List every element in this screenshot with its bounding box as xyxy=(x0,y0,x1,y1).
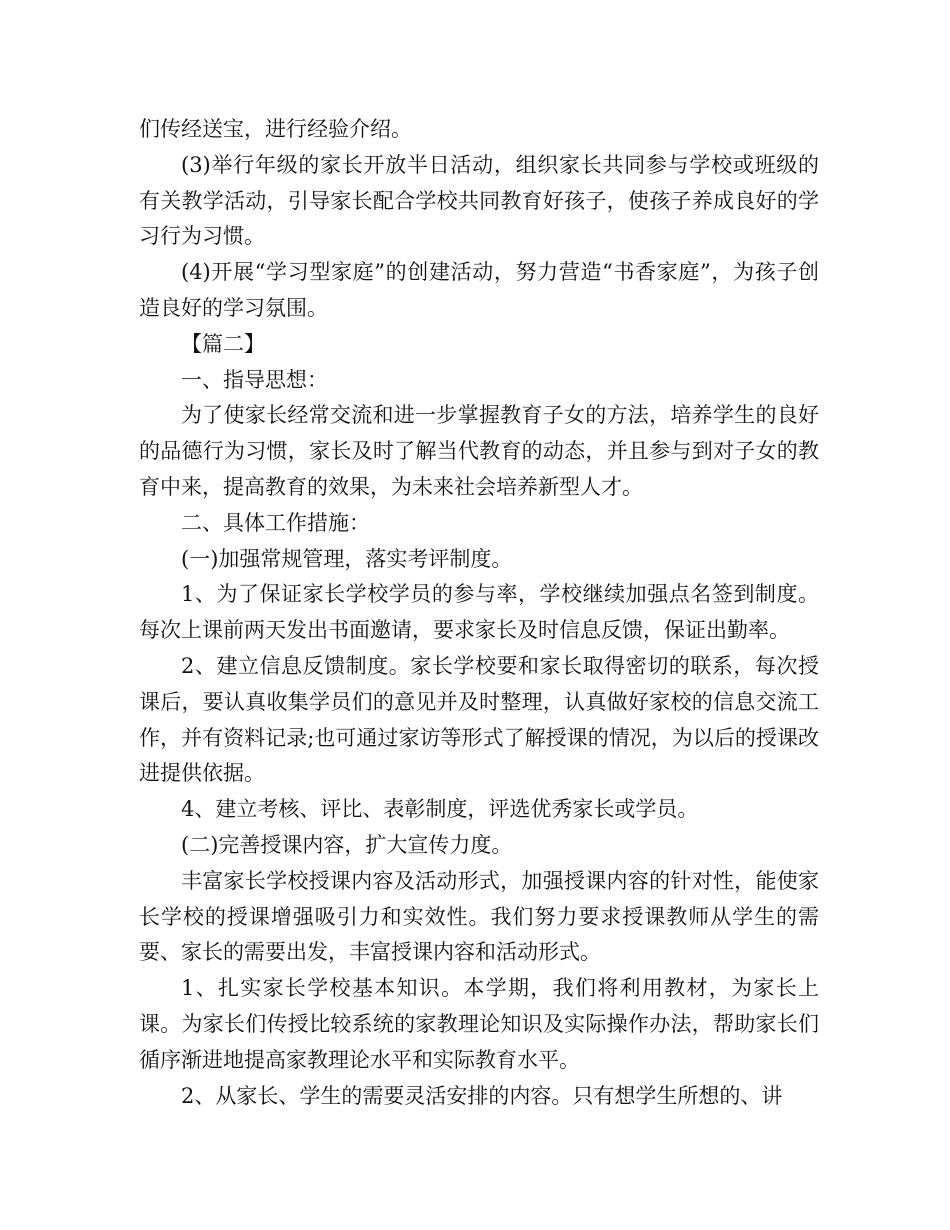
heading-work-measures: 二、具体工作措施： xyxy=(181,510,370,535)
paragraph-item-4: 4、建立考核、评比、表彰制度，评选优秀家长或学员。 xyxy=(181,797,699,822)
subheading-course-content: (二)完善授课内容，扩大宣传力度。 xyxy=(181,832,513,857)
subheading-routine-management: (一)加强常规管理，落实考评制度。 xyxy=(181,546,513,571)
paragraph-item-1: 1、为了保证家长学校学员的参与率，学校继续加强点名签到制度。每次上课前两天发出书面邀请，要求家长及时信息反馈，保证出勤率。 xyxy=(139,582,819,643)
heading-guiding-ideology: 一、指导思想： xyxy=(181,367,328,392)
document-body xyxy=(139,112,819,1114)
paragraph-ideology: 为了使家长经常交流和进一步掌握教育子女的方法，培养学生的良好的品德行为习惯，家长及时了解当代教育的动态，并且参与到对子女的教育中来，提高教育的效果，为未来社会培养新型人才。 xyxy=(139,403,819,499)
section-heading-part-two: 【篇二】 xyxy=(181,331,265,356)
paragraph-3: (4)开展“学习型家庭”的创建活动，努力营造“书香家庭”，为孩子创造良好的学习氛围。 xyxy=(139,260,820,320)
paragraph-basic-knowledge: 1、扎实家长学校基本知识。本学期，我们将利用教材，为家长上课。为家长们传授比较系统的家教理论知识及实际操作办法，帮助家长们循序渐进地提高家教理论水平和实际教育水平。 xyxy=(139,976,819,1072)
paragraph-1: 们传经送宝，进行经验介绍。 xyxy=(139,117,412,141)
paragraph-2: (3)举行年级的家长开放半日活动，组织家长共同参与学校或班级的有关教学活动，引导家长配合学校共同教育好孩子，使孩子养成良好的学习行为习惯。 xyxy=(139,152,819,249)
paragraph-enrich-content: 丰富家长学校授课内容及活动形式，加强授课内容的针对性，能使家长学校的授课增强吸引力和实效性。我们努力要求授课教师从学生的需要、家长的需要出发，丰富授课内容和活动形式。 xyxy=(139,868,819,965)
paragraph-flexible-arrangement: 2、从家长、学生的需要灵活安排的内容。只有想学生所想的、讲 xyxy=(181,1083,783,1108)
paragraph-item-2: 2、建立信息反馈制度。家长学校要和家长取得密切的联系，每次授课后，要认真收集学员们的意见并及时整理，认真做好家校的信息交流工作，并有资料记录;也可通过家访等形式了解授课的情况，为以后的授课改进提供依据。 xyxy=(139,653,819,786)
